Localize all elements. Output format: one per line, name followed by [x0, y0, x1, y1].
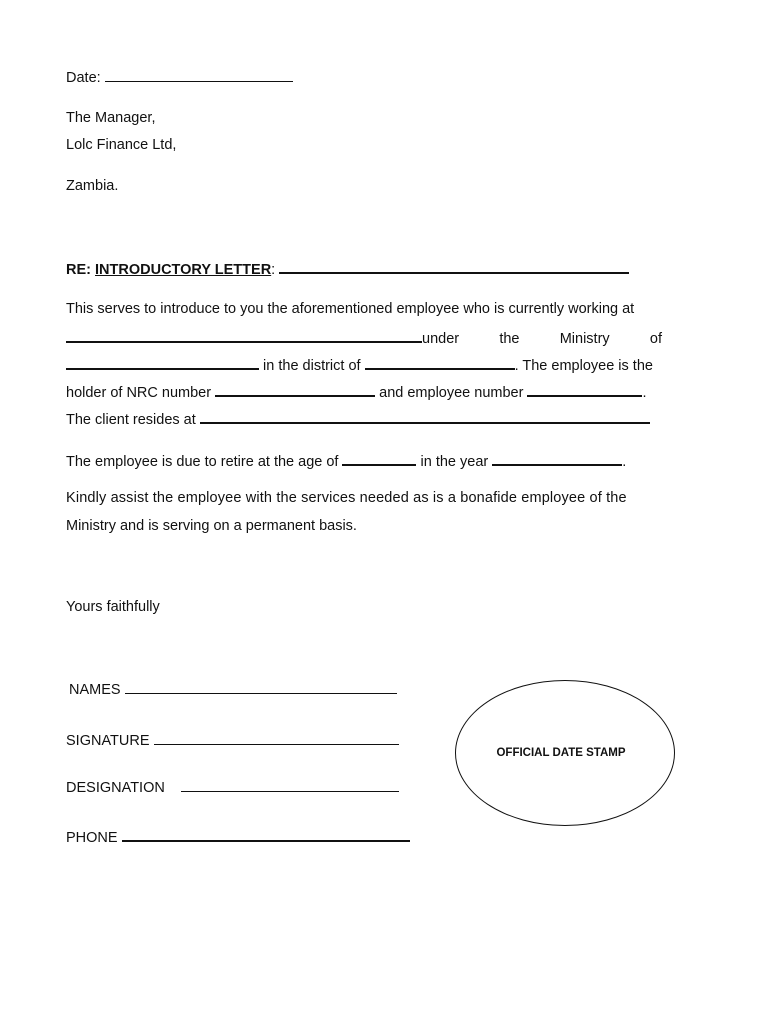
- signature-line: [66, 731, 399, 749]
- body-line-3: [66, 355, 653, 374]
- subject-line: [66, 259, 629, 278]
- date-blank[interactable]: [105, 68, 293, 82]
- date-line: [66, 68, 293, 86]
- workplace-segment: [66, 328, 459, 347]
- retire-line: [66, 451, 626, 470]
- the-word: the: [499, 331, 520, 347]
- ministry-blank[interactable]: [66, 355, 259, 370]
- names-label: NAMES: [69, 682, 121, 698]
- subject-prefix: RE:: [66, 262, 91, 278]
- body-line-4: [66, 382, 647, 401]
- recipient-company: Lolc Finance Ltd,: [66, 137, 177, 153]
- body-line-2: [66, 328, 662, 347]
- signature-label: SIGNATURE: [66, 733, 150, 749]
- workplace-blank[interactable]: [66, 328, 422, 343]
- resides-label: The client resides at: [66, 412, 196, 428]
- retire-label: The employee is due to retire at the age of: [66, 454, 339, 470]
- phone-label: PHONE: [66, 830, 118, 846]
- body-line-1: This serves to introduce to you the aforementioned employee who is currently working at: [66, 301, 635, 317]
- empnum-period: .: [642, 385, 647, 401]
- phone-blank[interactable]: [122, 827, 410, 842]
- closing-text: Yours faithfully: [66, 599, 160, 615]
- subject-colon: :: [271, 262, 276, 278]
- ministry-word: Ministry: [559, 331, 610, 347]
- stamp-text: OFFICIAL DATE STAMP: [496, 747, 626, 759]
- under-word: under: [422, 331, 460, 347]
- nrc-label: holder of NRC number: [66, 385, 212, 401]
- recipient-title: The Manager,: [66, 110, 156, 126]
- district-blank[interactable]: [365, 355, 515, 370]
- names-blank[interactable]: [125, 680, 397, 694]
- assist-line-1: Kindly assist the employee with the services needed as is a bonafide employee of the: [66, 490, 627, 506]
- of-word: of: [649, 331, 662, 347]
- body-line-5: [66, 409, 650, 428]
- official-stamp-area: [455, 680, 675, 826]
- recipient-country: Zambia.: [66, 178, 119, 194]
- date-label: Date:: [66, 70, 101, 86]
- holder-end-text: . The employee is the: [514, 358, 653, 374]
- subject-blank[interactable]: [279, 259, 629, 274]
- subject-title: INTRODUCTORY LETTER: [95, 262, 272, 278]
- empnum-label: and employee number: [379, 385, 524, 401]
- year-label: in the year: [420, 454, 489, 470]
- designation-line: [66, 778, 399, 796]
- signature-blank[interactable]: [154, 731, 399, 745]
- designation-label: DESIGNATION: [66, 780, 165, 796]
- empnum-blank[interactable]: [527, 382, 642, 397]
- retire-period: .: [622, 454, 627, 470]
- retire-year-blank[interactable]: [492, 451, 622, 466]
- retire-age-blank[interactable]: [342, 451, 416, 466]
- residence-blank[interactable]: [200, 409, 650, 424]
- district-label: in the district of: [263, 358, 361, 374]
- designation-blank[interactable]: [181, 778, 399, 792]
- nrc-blank[interactable]: [215, 382, 375, 397]
- assist-line-2: Ministry and is serving on a permanent basis.: [66, 518, 357, 534]
- names-line: [69, 680, 397, 698]
- phone-line: [66, 827, 410, 846]
